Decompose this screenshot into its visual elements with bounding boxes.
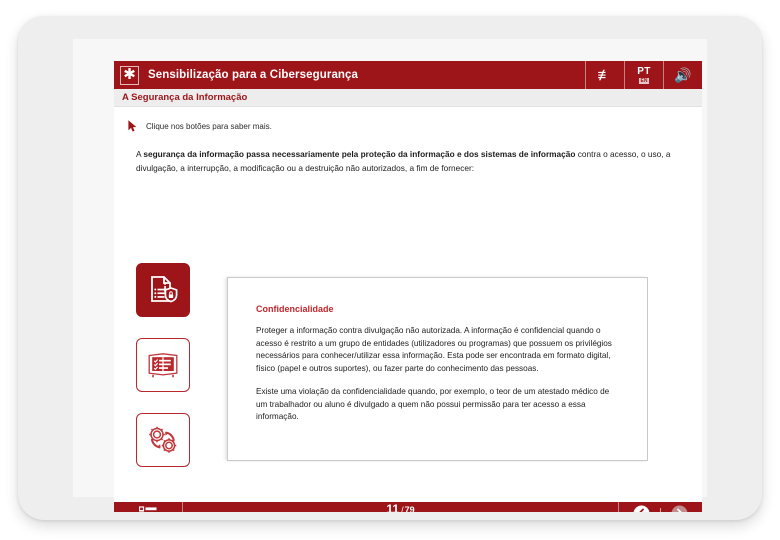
content-area bbox=[114, 119, 702, 502]
language-selector-button[interactable] bbox=[624, 61, 663, 89]
settings-button[interactable] bbox=[585, 61, 624, 89]
course-header bbox=[114, 61, 702, 89]
intro-tail: contra o acesso, o uso, a divulgação, a interrupção, a modificação ou a destruição não autorizados, a fim de fornecer: bbox=[136, 149, 671, 173]
page-indicator bbox=[183, 502, 618, 512]
page-total: 79 bbox=[404, 505, 415, 512]
language-alt-label: EN bbox=[640, 77, 648, 84]
panel-paragraph-2: Existe uma violação da confidencialidade quando, por exemplo, o teor de um atestado médico de um trabalhador ou aluno é divulgado a quem não possui permissão para ter acesso a essa informação. bbox=[256, 387, 610, 421]
page-separator: / bbox=[401, 505, 404, 512]
integridade-button[interactable] bbox=[136, 338, 190, 392]
mouse-cursor-icon bbox=[126, 119, 140, 133]
intro-lead: A bbox=[136, 149, 144, 159]
disponibilidade-button[interactable] bbox=[136, 413, 190, 467]
sound-toggle-button[interactable] bbox=[663, 61, 702, 89]
sliders-settings-icon: ≢ bbox=[597, 66, 613, 84]
course-screen bbox=[114, 61, 702, 512]
section-breadcrumb-bar bbox=[114, 89, 702, 107]
panel-title: Confidencialidade bbox=[256, 304, 334, 314]
course-footer bbox=[114, 502, 702, 512]
instruction-text: Clique nos botões para saber mais. bbox=[146, 121, 272, 131]
prev-page-button[interactable] bbox=[633, 505, 650, 512]
detail-panel bbox=[227, 277, 648, 461]
icon-button-column bbox=[136, 263, 190, 488]
section-title: A Segurança da Informação bbox=[122, 92, 248, 103]
intro-paragraph bbox=[136, 147, 680, 175]
nav-divider bbox=[660, 508, 661, 512]
gears-refresh-icon bbox=[146, 423, 180, 457]
next-page-button[interactable] bbox=[671, 505, 688, 512]
course-title: Sensibilização para a Cibersegurança bbox=[148, 69, 359, 81]
list-menu-icon bbox=[139, 506, 157, 513]
confidencialidade-button[interactable] bbox=[136, 263, 190, 317]
instruction-row bbox=[126, 119, 702, 133]
document-info-lock-icon bbox=[146, 273, 180, 307]
tablet-frame bbox=[18, 16, 762, 520]
nav-buttons bbox=[618, 502, 702, 512]
panel-paragraph-1: Proteger a informação contra divulgação não autorizada. A informação é confidencial quando o acesso é restrito a um grupo de entidades (utilizadores ou programas) que possuem os privilégios necessários para conhecer/utilizar essa informação. Esta pode ser encontrada em formato digital, físico (papel e outros suportes), ou fazer parte do conhecimento das pessoas. bbox=[256, 326, 612, 373]
speaker-sound-icon: 🔊 bbox=[674, 67, 692, 83]
menu-button[interactable] bbox=[114, 502, 183, 512]
page-current: 11 bbox=[386, 502, 400, 512]
checklist-board-icon bbox=[146, 348, 180, 382]
asterisk-logo-icon: ✱ bbox=[120, 66, 139, 85]
intro-bold: segurança da informação passa necessariamente pela proteção da informação e dos sistemas de informação bbox=[143, 149, 576, 159]
language-code-label: PT bbox=[637, 65, 651, 77]
